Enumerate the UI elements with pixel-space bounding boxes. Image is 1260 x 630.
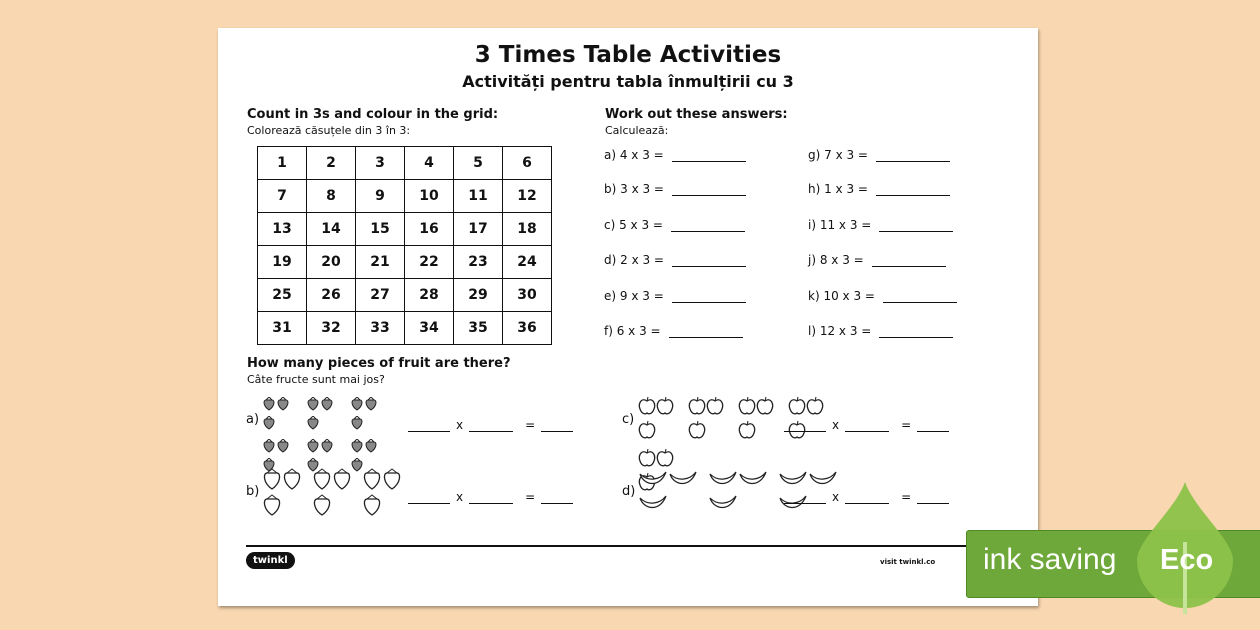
strawberry-small-icon: [364, 396, 378, 415]
grid-cell[interactable]: 33: [356, 312, 405, 345]
apple-icon: [656, 396, 674, 420]
groups-blank[interactable]: [408, 419, 450, 432]
banana-icon: [738, 468, 768, 492]
strawberry-small-group: [262, 396, 296, 434]
fruit-answer-row: [408, 490, 573, 504]
strawberry-icon: [332, 468, 352, 494]
strawberry-small-icon: [320, 396, 334, 415]
grid-cell[interactable]: 17: [454, 213, 503, 246]
strawberry-small-icon: [276, 438, 290, 457]
equation-text: i) 11 x 3 =: [808, 218, 872, 232]
grid-heading: Count in 3s and colour in the grid:: [247, 107, 499, 122]
groups-blank[interactable]: [784, 419, 826, 432]
ink-saving-text: ink saving: [983, 543, 1117, 576]
grid-cell[interactable]: 21: [356, 246, 405, 279]
grid-subheading: Colorează căsuțele din 3 în 3:: [247, 124, 411, 137]
total-blank[interactable]: [917, 419, 949, 432]
footer-divider: [246, 545, 1030, 547]
per-group-blank[interactable]: [845, 419, 889, 432]
strawberry-small-icon: [306, 438, 320, 457]
equation-text: d) 2 x 3 =: [604, 253, 664, 267]
strawberry-small-icon: [320, 438, 334, 457]
grid-cell[interactable]: 10: [405, 180, 454, 213]
fruit-picture: [262, 396, 422, 476]
grid-cell[interactable]: 7: [258, 180, 307, 213]
banana-icon: [638, 492, 668, 516]
eco-badge: Eco: [1160, 544, 1214, 576]
equation-text: g) 7 x 3 =: [808, 148, 868, 162]
equation-item: [808, 218, 953, 232]
banana-group: [638, 468, 698, 516]
strawberry-icon: [282, 468, 302, 494]
groups-blank[interactable]: [408, 491, 450, 504]
equation-text: h) 1 x 3 =: [808, 182, 868, 196]
times-sign: x: [832, 418, 840, 432]
grid-cell[interactable]: 3: [356, 147, 405, 180]
equals-sign: =: [525, 490, 536, 504]
per-group-blank[interactable]: [469, 491, 513, 504]
grid-cell[interactable]: 26: [307, 279, 356, 312]
grid-cell[interactable]: 22: [405, 246, 454, 279]
fruit-answer-row: [784, 418, 949, 432]
apple-icon: [738, 420, 756, 444]
equals-sign: =: [525, 418, 536, 432]
equation-text: a) 4 x 3 =: [604, 148, 664, 162]
fruit-question-label: d): [622, 484, 636, 499]
twinkl-logo: twinkl: [246, 552, 295, 569]
answer-blank[interactable]: [879, 325, 953, 338]
number-grid: [257, 146, 552, 345]
footer-visit-text: visit twinkl.co: [880, 558, 936, 566]
strawberry-icon: [262, 468, 282, 494]
grid-cell[interactable]: 36: [503, 312, 552, 345]
strawberry-small-icon: [350, 438, 364, 457]
grid-cell[interactable]: 24: [503, 246, 552, 279]
grid-cell[interactable]: 29: [454, 279, 503, 312]
banana-icon: [808, 468, 838, 492]
per-group-blank[interactable]: [469, 419, 513, 432]
equation-text: k) 10 x 3 =: [808, 289, 875, 303]
equation-item: [604, 182, 746, 196]
grid-cell[interactable]: 28: [405, 279, 454, 312]
grid-cell[interactable]: 9: [356, 180, 405, 213]
grid-cell[interactable]: 5: [454, 147, 503, 180]
fruit-question-label: c): [622, 412, 635, 427]
equation-item: [604, 148, 746, 162]
strawberry-group: [312, 468, 352, 520]
banana-group: [708, 468, 768, 516]
equation-item: [808, 324, 953, 338]
equation-item: [808, 253, 946, 267]
per-group-blank[interactable]: [845, 491, 889, 504]
strawberry-icon: [362, 494, 382, 520]
fruit-answer-row: [408, 418, 573, 432]
banana-icon: [708, 468, 738, 492]
answer-blank[interactable]: [672, 254, 746, 267]
equation-item: [604, 253, 746, 267]
times-sign: x: [456, 490, 464, 504]
grid-row: [258, 147, 552, 180]
grid-cell[interactable]: 19: [258, 246, 307, 279]
grid-cell[interactable]: 35: [454, 312, 503, 345]
apple-icon: [688, 420, 706, 444]
grid-cell[interactable]: 32: [307, 312, 356, 345]
grid-cell[interactable]: 4: [405, 147, 454, 180]
grid-cell[interactable]: 23: [454, 246, 503, 279]
grid-row: [258, 279, 552, 312]
apple-group: [738, 396, 778, 444]
apple-icon: [738, 396, 756, 420]
apple-icon: [638, 396, 656, 420]
fruit-picture: [262, 468, 407, 520]
fruit-question-label: a): [246, 412, 260, 427]
strawberry-small-icon: [262, 396, 276, 415]
grid-cell[interactable]: 8: [307, 180, 356, 213]
answer-blank[interactable]: [669, 325, 743, 338]
fruit-heading: How many pieces of fruit are there?: [247, 356, 511, 371]
fruit-subheading: Câte fructe sunt mai jos?: [247, 373, 385, 386]
worksheet-page: [218, 28, 1038, 606]
grid-cell[interactable]: 18: [503, 213, 552, 246]
equals-sign: =: [901, 490, 912, 504]
grid-cell[interactable]: 1: [258, 147, 307, 180]
equation-text: j) 8 x 3 =: [808, 253, 864, 267]
strawberry-icon: [312, 494, 332, 520]
fruit-question-label: b): [246, 484, 260, 499]
grid-cell[interactable]: 27: [356, 279, 405, 312]
apple-icon: [756, 396, 774, 420]
banana-icon: [778, 468, 808, 492]
answer-blank[interactable]: [672, 149, 746, 162]
grid-cell[interactable]: 20: [307, 246, 356, 279]
answer-blank[interactable]: [672, 290, 746, 303]
banana-icon: [638, 468, 668, 492]
grid-cell[interactable]: 2: [307, 147, 356, 180]
grid-cell[interactable]: 11: [454, 180, 503, 213]
apple-group: [688, 396, 728, 444]
grid-cell[interactable]: 13: [258, 213, 307, 246]
strawberry-group: [262, 468, 302, 520]
apple-icon: [688, 396, 706, 420]
page-title: 3 Times Table Activities: [474, 42, 782, 68]
total-blank[interactable]: [541, 491, 573, 504]
equation-text: f) 6 x 3 =: [604, 324, 661, 338]
equals-sign: =: [901, 418, 912, 432]
equation-item: [604, 324, 743, 338]
grid-row: [258, 246, 552, 279]
equation-text: c) 5 x 3 =: [604, 218, 663, 232]
grid-row: [258, 213, 552, 246]
fruit-answer-row: [784, 490, 949, 504]
strawberry-small-group: [350, 396, 384, 434]
total-blank[interactable]: [917, 491, 949, 504]
answer-blank[interactable]: [883, 290, 957, 303]
apple-group: [638, 396, 678, 444]
grid-cell[interactable]: 31: [258, 312, 307, 345]
grid-cell[interactable]: 34: [405, 312, 454, 345]
answer-blank[interactable]: [876, 183, 950, 196]
equation-text: b) 3 x 3 =: [604, 182, 664, 196]
strawberry-small-group: [306, 396, 340, 434]
grid-cell[interactable]: 12: [503, 180, 552, 213]
grid-cell[interactable]: 6: [503, 147, 552, 180]
equation-item: [808, 182, 950, 196]
apple-icon: [806, 396, 824, 420]
strawberry-small-icon: [350, 396, 364, 415]
banana-icon: [668, 468, 698, 492]
grid-cell[interactable]: 15: [356, 213, 405, 246]
grid-cell[interactable]: 30: [503, 279, 552, 312]
strawberry-small-icon: [350, 415, 364, 434]
apple-icon: [788, 396, 806, 420]
apple-icon: [638, 420, 656, 444]
total-blank[interactable]: [541, 419, 573, 432]
strawberry-small-icon: [262, 438, 276, 457]
strawberry-small-icon: [276, 396, 290, 415]
answer-blank[interactable]: [671, 219, 745, 232]
answer-blank[interactable]: [872, 254, 946, 267]
equation-text: l) 12 x 3 =: [808, 324, 872, 338]
strawberry-small-icon: [306, 396, 320, 415]
grid-row: [258, 180, 552, 213]
answer-blank[interactable]: [879, 219, 953, 232]
grid-cell[interactable]: 25: [258, 279, 307, 312]
strawberry-small-icon: [262, 415, 276, 434]
strawberry-group: [362, 468, 402, 520]
strawberry-icon: [382, 468, 402, 494]
equation-item: [808, 148, 950, 162]
grid-cell[interactable]: 14: [307, 213, 356, 246]
strawberry-icon: [362, 468, 382, 494]
equation-item: [604, 289, 746, 303]
equation-text: e) 9 x 3 =: [604, 289, 664, 303]
groups-blank[interactable]: [784, 491, 826, 504]
strawberry-small-icon: [364, 438, 378, 457]
strawberry-icon: [312, 468, 332, 494]
equation-item: [604, 218, 745, 232]
answers-heading: Work out these answers:: [605, 107, 788, 122]
banana-icon: [708, 492, 738, 516]
strawberry-small-icon: [306, 415, 320, 434]
strawberry-icon: [262, 494, 282, 520]
answer-blank[interactable]: [672, 183, 746, 196]
times-sign: x: [456, 418, 464, 432]
apple-icon: [706, 396, 724, 420]
equation-item: [808, 289, 957, 303]
grid-row: [258, 312, 552, 345]
grid-cell[interactable]: 16: [405, 213, 454, 246]
answers-subheading: Calculează:: [605, 124, 669, 137]
answer-blank[interactable]: [876, 149, 950, 162]
times-sign: x: [832, 490, 840, 504]
page-subtitle: Activități pentru tabla înmulțirii cu 3: [462, 72, 794, 91]
